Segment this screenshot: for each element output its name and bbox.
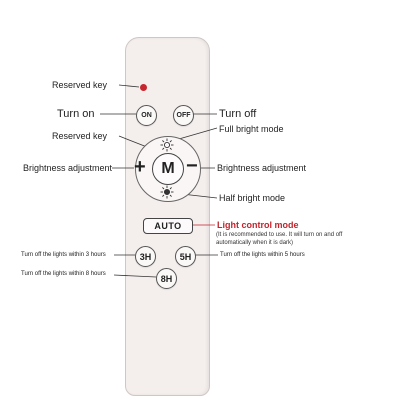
timer-8h-label: 8H	[160, 273, 173, 284]
turn-on-label: Turn on	[57, 108, 95, 120]
auto-button[interactable]	[143, 218, 193, 234]
full-bright-label: Full bright mode	[219, 124, 284, 134]
timer-5h-label: 5H	[179, 251, 192, 262]
timer-5h-description: Turn off the lights within 5 hours	[220, 252, 305, 258]
off-button[interactable]	[173, 105, 194, 126]
half-bright-sun-icon[interactable]	[160, 185, 174, 199]
timer-3h-label: 3H	[139, 251, 152, 262]
light-control-label: Light control mode	[217, 220, 299, 230]
timer-5h-button[interactable]	[175, 246, 196, 267]
brightness-down-button[interactable]: −	[186, 155, 198, 177]
timer-8h-description: Turn off the lights within 8 hours	[21, 271, 106, 277]
turn-off-label: Turn off	[219, 108, 257, 120]
off-button-label: OFF	[176, 112, 191, 119]
mode-m-label: M	[161, 160, 175, 177]
leader-reserved-mid	[119, 136, 147, 147]
leader-8h	[114, 275, 156, 277]
on-button[interactable]	[136, 105, 157, 126]
timer-8h-button[interactable]	[156, 268, 177, 289]
leader-reserved-top	[119, 85, 139, 87]
reserved-key-indicator[interactable]	[140, 84, 147, 91]
mode-m-button[interactable]	[152, 153, 184, 185]
reserved-key-label-top: Reserved key	[52, 80, 108, 90]
half-bright-label: Half bright mode	[219, 193, 286, 203]
full-bright-sun-icon[interactable]	[160, 138, 174, 152]
auto-button-label: AUTO	[154, 221, 182, 231]
reserved-key-label-mid: Reserved key	[52, 131, 108, 141]
timer-3h-button[interactable]	[135, 246, 156, 267]
brightness-label-right: Brightness adjustment	[217, 163, 307, 173]
on-button-label: ON	[141, 112, 152, 119]
brightness-label-left: Brightness adjustment	[23, 163, 113, 173]
timer-3h-description: Turn off the lights within 3 hours	[21, 252, 106, 258]
light-control-note: (It is recommended to use. It will turn on and off automatically when it is dark)	[216, 232, 343, 246]
brightness-up-button[interactable]: +	[134, 156, 146, 178]
